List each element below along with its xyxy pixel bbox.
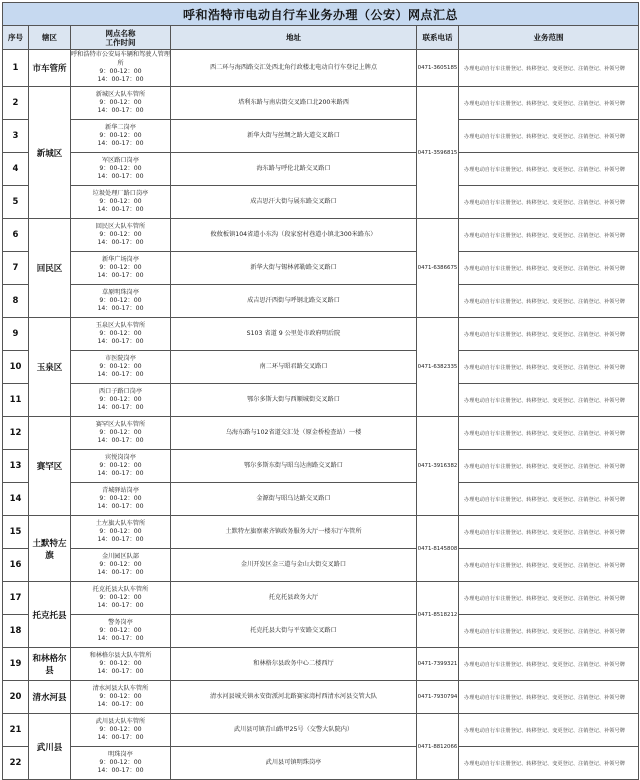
outlet-name: 赛罕区大队车管所: [95, 420, 146, 428]
outlet-name-cell: [71, 120, 171, 153]
table-row: [3, 417, 639, 450]
outlet-name: 新华广场岗亭: [101, 255, 140, 263]
table-row: [3, 87, 639, 120]
header-name: [71, 26, 171, 50]
address: 鄂尔多斯东街与昭乌达南路交叉路口: [171, 450, 417, 483]
outlet-name: 垃圾处理厂路口岗亭: [92, 189, 149, 197]
row-number: 14: [3, 483, 29, 516]
outlet-name: 回民区大队车管所: [95, 222, 146, 230]
row-number: 4: [3, 153, 29, 186]
district-phone: 0471-7930794: [417, 681, 459, 714]
address: 武川县可镇明珠岗亭: [171, 747, 417, 780]
hours-pm: 14：00-17：00: [97, 140, 144, 148]
table-row: [3, 714, 639, 747]
hours-am: 9：00-12：00: [99, 68, 142, 75]
header-district: 辖区: [29, 26, 71, 50]
outlet-name: 和林格尔县大队车管所: [89, 651, 152, 659]
hours-am: 9：00-12：00: [99, 329, 142, 337]
row-number: 13: [3, 450, 29, 483]
address: 托克托县大街与平安路交叉路口: [171, 615, 417, 648]
hours-am: 9：00-12：00: [99, 428, 142, 436]
district-name: 市车管所: [29, 50, 71, 87]
address: 和林格尔县政务中心二楼西厅: [171, 648, 417, 681]
table-row: [3, 252, 639, 285]
hours-am: 9：00-12：00: [99, 626, 142, 634]
hours-pm: 14：00-17：00: [97, 536, 144, 544]
outlet-name-cell: [71, 384, 171, 417]
page: [2, 2, 638, 780]
outlet-name: 草原明珠岗亭: [101, 288, 140, 296]
outlet-table: [2, 2, 639, 780]
business-scope: 办理电动自行车注册登记、转移登记、变更登记、注销登记、补领号牌: [459, 153, 639, 186]
hours-am: 9：00-12：00: [99, 461, 142, 469]
hours-am: 9：00-12：00: [99, 197, 142, 205]
hours-pm: 14：00-17：00: [97, 602, 144, 610]
address: 武川县可镇青山路甲25号（交警大队院内）: [171, 714, 417, 747]
outlet-name-cell: [71, 483, 171, 516]
district-phone: 0471-7399321: [417, 648, 459, 681]
header-row: [3, 26, 639, 50]
business-scope: 办理电动自行车注册登记、转移登记、变更登记、注销登记、补领号牌: [459, 384, 639, 417]
row-number: 18: [3, 615, 29, 648]
row-number: 7: [3, 252, 29, 285]
hours-pm: 14：00-17：00: [97, 404, 144, 412]
outlet-name: 军区路口岗亭: [101, 156, 140, 164]
outlet-name: 警务岗亭: [108, 618, 133, 626]
address: 南二环与昭君路交叉路口: [171, 351, 417, 384]
district-name: 武川县: [29, 714, 71, 780]
address: 金川开发区金三道与金山大街交叉路口: [171, 549, 417, 582]
row-number: 10: [3, 351, 29, 384]
hours-pm: 14：00-17：00: [97, 107, 144, 115]
hours-am: 9：00-12：00: [99, 164, 142, 172]
header-phone: 联系电话: [417, 26, 459, 50]
address: 新华大街与锡林郭勒路交叉路口: [171, 252, 417, 285]
outlet-name-cell: [71, 615, 171, 648]
table-row: [3, 186, 639, 219]
row-number: 20: [3, 681, 29, 714]
business-scope: 办理电动自行车注册登记、转移登记、变更登记、注销登记、补领号牌: [459, 87, 639, 120]
district-name: 玉泉区: [29, 318, 71, 417]
hours-pm: 14：00-17：00: [97, 767, 144, 775]
outlet-name-cell: [71, 549, 171, 582]
district-phone: 0471-6382335: [417, 318, 459, 417]
row-number: 21: [3, 714, 29, 747]
business-scope: 办理电动自行车注册登记、转移登记、变更登记、注销登记、补领号牌: [459, 318, 639, 351]
business-scope: 办理电动自行车注册登记、转移登记、变更登记、注销登记、补领号牌: [459, 516, 639, 549]
district-phone: 0471-3916382: [417, 417, 459, 516]
hours-pm: 14：00-17：00: [97, 503, 144, 511]
table-row: [3, 516, 639, 549]
table-row: [3, 153, 639, 186]
table-row: [3, 582, 639, 615]
address: 塔利东路与南店街交叉路口北200米路西: [171, 87, 417, 120]
address: S103 省道 9 公里处市政府明后院: [171, 318, 417, 351]
district-phone: 0471-3605185: [417, 50, 459, 87]
hours-pm: 14：00-17：00: [97, 569, 144, 577]
business-scope: 办理电动自行车注册登记、转移登记、变更登记、注销登记、补领号牌: [459, 417, 639, 450]
outlet-name: 青城驿站岗亭: [101, 486, 140, 494]
hours-pm: 14：00-17：00: [97, 206, 144, 214]
hours-am: 9：00-12：00: [99, 362, 142, 370]
address: 金源街与昭乌达路交叉路口: [171, 483, 417, 516]
outlet-name-cell: [71, 252, 171, 285]
district-phone: 0471-3596815: [417, 87, 459, 219]
hours-pm: 14：00-17：00: [97, 635, 144, 643]
address: 鄂尔多斯大街与西顺城街交叉路口: [171, 384, 417, 417]
hours-am: 9：00-12：00: [99, 230, 142, 238]
business-scope: 办理电动自行车注册登记、转移登记、变更登记、注销登记、补领号牌: [459, 252, 639, 285]
outlet-name-cell: [71, 153, 171, 186]
table-row: [3, 681, 639, 714]
header-scope: 业务范围: [459, 26, 639, 50]
business-scope: 办理电动自行车注册登记、转移登记、变更登记、注销登记、补领号牌: [459, 714, 639, 747]
row-number: 8: [3, 285, 29, 318]
business-scope: 办理电动自行车注册登记、转移登记、变更登记、注销登记、补领号牌: [459, 648, 639, 681]
table-title: 呼和浩特市电动自行车业务办理（公安）网点汇总: [3, 3, 639, 26]
business-scope: 办理电动自行车注册登记、转移登记、变更登记、注销登记、补领号牌: [459, 549, 639, 582]
hours-pm: 14：00-17：00: [97, 272, 144, 280]
hours-pm: 14：00-17：00: [97, 305, 144, 313]
district-name: 回民区: [29, 219, 71, 318]
table-row: [3, 351, 639, 384]
business-scope: 办理电动自行车注册登记、转移登记、变更登记、注销登记、补领号牌: [459, 50, 639, 87]
hours-am: 9：00-12：00: [99, 494, 142, 502]
table-row: [3, 615, 639, 648]
district-phone: 0471-8518212: [417, 582, 459, 648]
table-row: [3, 648, 639, 681]
address: 海东路与呼伦北路交叉路口: [171, 153, 417, 186]
business-scope: 办理电动自行车注册登记、转移登记、变更登记、注销登记、补领号牌: [459, 681, 639, 714]
row-number: 9: [3, 318, 29, 351]
outlet-name: 呼和浩特市公安局车辆和驾驶人管理所: [71, 51, 170, 67]
hours-am: 9：00-12：00: [99, 527, 142, 535]
outlet-name-cell: [71, 747, 171, 780]
row-number: 16: [3, 549, 29, 582]
outlet-name: 市医院岗亭: [105, 354, 136, 362]
outlet-name-cell: [71, 582, 171, 615]
outlet-name-cell: [71, 681, 171, 714]
address: 乌海东路与102省道交汇处（原金桥检查站）一楼: [171, 417, 417, 450]
hours-am: 9：00-12：00: [99, 692, 142, 700]
outlet-name: 金川园区队部: [101, 552, 140, 560]
hours-am: 9：00-12：00: [99, 725, 142, 733]
table-row: [3, 549, 639, 582]
row-number: 1: [3, 50, 29, 87]
business-scope: 办理电动自行车注册登记、转移登记、变更登记、注销登记、补领号牌: [459, 450, 639, 483]
address: 托克托县政务大厅: [171, 582, 417, 615]
hours-pm: 14：00-17：00: [97, 437, 144, 445]
outlet-name-cell: [71, 219, 171, 252]
business-scope: 办理电动自行车注册登记、转移登记、变更登记、注销登记、补领号牌: [459, 120, 639, 153]
outlet-name-cell: [71, 351, 171, 384]
outlet-name: 西口子路口岗亭: [98, 387, 143, 395]
district-name: 赛罕区: [29, 417, 71, 516]
outlet-name: 新华二岗亭: [105, 123, 136, 131]
outlet-name: 武川县大队车管所: [95, 717, 146, 725]
header-seq: 序号: [3, 26, 29, 50]
business-scope: 办理电动自行车注册登记、转移登记、变更登记、注销登记、补领号牌: [459, 582, 639, 615]
business-scope: 办理电动自行车注册登记、转移登记、变更登记、注销登记、补领号牌: [459, 351, 639, 384]
address: 攸攸板镇104省道小东沟（段家窑村巷道小镇北300米路东）: [171, 219, 417, 252]
hours-pm: 14：00-17：00: [97, 734, 144, 742]
header-name-line2: 工作时间: [105, 37, 136, 47]
table-row: [3, 219, 639, 252]
outlet-name: 玉泉区大队车管所: [95, 321, 146, 329]
business-scope: 办理电动自行车注册登记、转移登记、变更登记、注销登记、补领号牌: [459, 186, 639, 219]
header-address: 地址: [171, 26, 417, 50]
row-number: 2: [3, 87, 29, 120]
hours-pm: 14：00-17：00: [97, 76, 144, 84]
hours-am: 9：00-12：00: [99, 659, 142, 667]
district-name: 清水河县: [29, 681, 71, 714]
address: 新华大街与丝绸之路大道交叉路口: [171, 120, 417, 153]
address: 成吉思汗西街与呼钢北路交叉路口: [171, 285, 417, 318]
table-row: [3, 384, 639, 417]
district-name: 托克托县: [29, 582, 71, 648]
outlet-name-cell: [71, 714, 171, 747]
table-row: [3, 318, 639, 351]
district-name: 新城区: [29, 87, 71, 219]
hours-am: 9：00-12：00: [99, 296, 142, 304]
row-number: 19: [3, 648, 29, 681]
row-number: 22: [3, 747, 29, 780]
outlet-name: 清水河县大队车管所: [92, 684, 149, 692]
outlet-name: 明珠岗亭: [108, 750, 133, 758]
hours-am: 9：00-12：00: [99, 395, 142, 403]
hours-am: 9：00-12：00: [99, 593, 142, 601]
hours-am: 9：00-12：00: [99, 758, 142, 766]
district-phone: 0471-8145808: [417, 516, 459, 582]
district-phone: 0471-6386675: [417, 219, 459, 318]
hours-pm: 14：00-17：00: [97, 668, 144, 676]
hours-pm: 14：00-17：00: [97, 173, 144, 181]
hours-pm: 14：00-17：00: [97, 338, 144, 346]
row-number: 12: [3, 417, 29, 450]
hours-am: 9：00-12：00: [99, 98, 142, 106]
outlet-name-cell: [71, 186, 171, 219]
row-number: 6: [3, 219, 29, 252]
hours-am: 9：00-12：00: [99, 560, 142, 568]
hours-pm: 14：00-17：00: [97, 701, 144, 709]
hours-am: 9：00-12：00: [99, 131, 142, 139]
outlet-name-cell: [71, 285, 171, 318]
outlet-name: 宾悦岗岗亭: [105, 453, 136, 461]
table-row: [3, 483, 639, 516]
outlet-name: 新城区大队车管所: [95, 90, 146, 98]
outlet-name-cell: [71, 417, 171, 450]
outlet-name-cell: [71, 50, 171, 87]
outlet-name-cell: [71, 516, 171, 549]
business-scope: 办理电动自行车注册登记、转移登记、变更登记、注销登记、补领号牌: [459, 747, 639, 780]
outlet-name-cell: [71, 648, 171, 681]
table-row: [3, 120, 639, 153]
hours-pm: 14：00-17：00: [97, 371, 144, 379]
district-name: 和林格尔县: [29, 648, 71, 681]
address: 成吉思汗大街与展东路交叉路口: [171, 186, 417, 219]
row-number: 17: [3, 582, 29, 615]
business-scope: 办理电动自行车注册登记、转移登记、变更登记、注销登记、补领号牌: [459, 219, 639, 252]
district-phone: 0471-8812066: [417, 714, 459, 780]
header-name-line1: 网点名称: [105, 28, 136, 38]
address: 土默特左旗察素齐镇政务服务大厅一楼东厅车管所: [171, 516, 417, 549]
business-scope: 办理电动自行车注册登记、转移登记、变更登记、注销登记、补领号牌: [459, 483, 639, 516]
hours-pm: 14：00-17：00: [97, 239, 144, 247]
outlet-name: 托克托县大队车管所: [92, 585, 149, 593]
table-row: [3, 747, 639, 780]
outlet-name-cell: [71, 318, 171, 351]
row-number: 5: [3, 186, 29, 219]
outlet-name: 土左旗大队车管所: [95, 519, 146, 527]
district-name: 土默特左旗: [29, 516, 71, 582]
outlet-name-cell: [71, 87, 171, 120]
address: 西二环与海西路交汇处西北角行政楼北电动自行车登记上牌点: [171, 50, 417, 87]
business-scope: 办理电动自行车注册登记、转移登记、变更登记、注销登记、补领号牌: [459, 615, 639, 648]
row-number: 11: [3, 384, 29, 417]
table-row: [3, 50, 639, 87]
hours-am: 9：00-12：00: [99, 263, 142, 271]
table-row: [3, 285, 639, 318]
hours-pm: 14：00-17：00: [97, 470, 144, 478]
row-number: 15: [3, 516, 29, 549]
address: 清水河县城关镇永安街派河北路赛家湾村西清水河县交管大队: [171, 681, 417, 714]
table-row: [3, 450, 639, 483]
outlet-name-cell: [71, 450, 171, 483]
row-number: 3: [3, 120, 29, 153]
business-scope: 办理电动自行车注册登记、转移登记、变更登记、注销登记、补领号牌: [459, 285, 639, 318]
